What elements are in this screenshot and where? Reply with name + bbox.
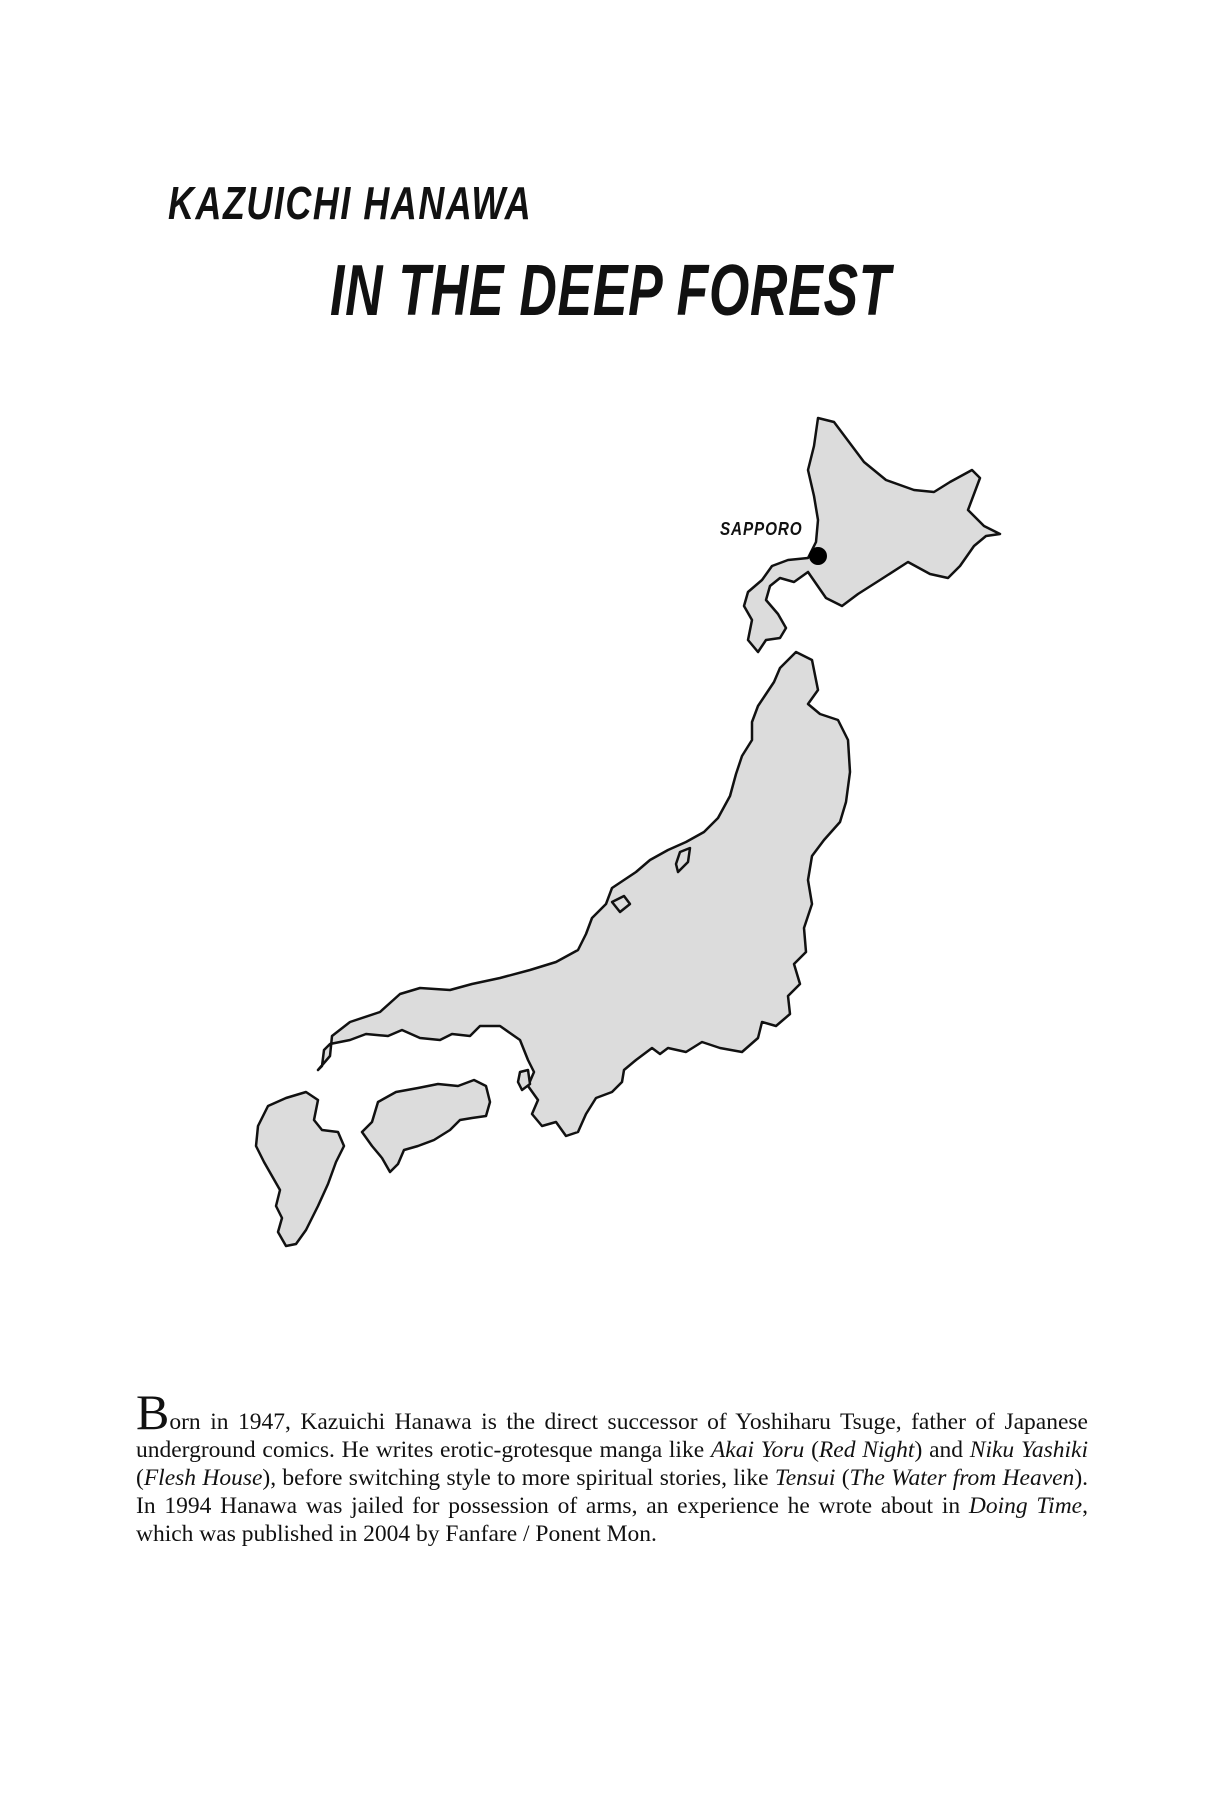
bio-text: ( <box>804 1436 819 1463</box>
honshu-island <box>318 652 850 1136</box>
bio-text: ). In 1994 Hanawa was jailed for possession of arms, an experience he wrote about in <box>136 1464 1089 1519</box>
work-title: Tensui <box>774 1464 836 1491</box>
work-title: Doing Time <box>968 1492 1083 1519</box>
biography-paragraph <box>136 1383 1089 1548</box>
work-title: Niku Yashiki <box>969 1436 1088 1463</box>
city-dot-icon <box>809 547 827 565</box>
work-title: The Water from Heaven <box>849 1464 1075 1491</box>
sapporo-label: SAPPORO <box>720 519 803 539</box>
kyushu-island <box>256 1092 344 1246</box>
book-title: IN THE DEEP FOREST <box>330 251 892 331</box>
bio-text: orn in 1947, Kazuichi Hanawa is the direct successor of Yoshiharu Tsuge, father of Japanese underground comics. He writes erotic-grotesque manga like <box>136 1408 1088 1463</box>
bio-text: ( <box>136 1464 144 1491</box>
bio-text: ), before switching style to more spiritual stories, like <box>262 1464 775 1491</box>
bio-text: ( <box>835 1464 850 1491</box>
work-title: Red Night <box>818 1436 915 1463</box>
work-title: Flesh House <box>143 1464 263 1491</box>
bio-text: ) and <box>914 1436 970 1463</box>
work-title: Akai Yoru <box>710 1436 805 1463</box>
author-name: KAZUICHI HANAWA <box>168 177 533 229</box>
bio-text: , which was published in 2004 by Fanfare / Ponent Mon. <box>136 1492 1088 1547</box>
drop-cap: B <box>136 1383 170 1440</box>
shikoku-island <box>362 1080 490 1172</box>
